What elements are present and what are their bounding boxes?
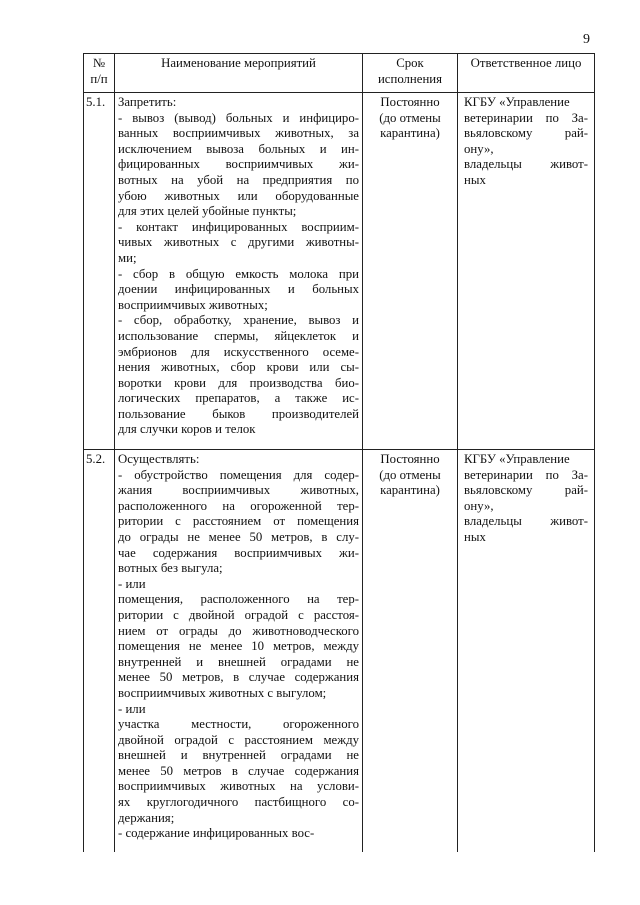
measure-line: для случки коров и телок: [118, 422, 256, 437]
measure-line: ванных восприимчивых животных, за: [118, 126, 359, 141]
measure-line: доении инфицированных и больных: [118, 282, 359, 297]
measure-line: ях круглогодичного пастбищного со-: [118, 795, 359, 810]
table-header-row: [84, 54, 595, 93]
measure-line: - вывоз (вывод) больных и инфициро-: [118, 110, 359, 125]
measure-line: пользование быков производителей: [118, 406, 359, 421]
responsible-cell: [458, 450, 595, 853]
measure-line: Запретить:: [118, 95, 177, 109]
term-cell: [363, 450, 458, 853]
responsible-line: ону»,: [464, 498, 494, 513]
measure-line: расположенного на огороженной тер-: [118, 498, 359, 513]
responsible-line: ных: [464, 172, 486, 187]
measure-line: восприимчивых животных с выгулом;: [118, 685, 327, 700]
header-num: [84, 54, 115, 93]
measure-line: - сбор в общую емкость молока при: [118, 266, 359, 281]
header-term-line: Срок: [396, 56, 424, 70]
measure-line: вотных без выгула;: [118, 561, 223, 576]
measure-line: - обустройство помещения для содер-: [118, 467, 359, 482]
measure-line: нения животных, сбор крови или сы-: [118, 360, 359, 375]
responsible-line: вьяловскому рай-: [464, 126, 588, 141]
measure-line: чивых животных с другими животны-: [118, 235, 359, 250]
responsible-line: КГБУ «Управление: [464, 95, 570, 109]
table-row: [84, 450, 595, 853]
responsible-line: вьяловскому рай-: [464, 483, 588, 498]
measure-line: для этих целей убойные пункты;: [118, 204, 297, 219]
measure-text: [115, 93, 363, 450]
measure-line: менее 50 метров в случае содержания: [118, 763, 359, 778]
measure-line: - или: [118, 701, 146, 716]
term-line: карантина): [380, 483, 440, 498]
measure-line: помещения не менее 10 метров, между: [118, 639, 359, 654]
term-line: Постоянно: [380, 95, 440, 109]
measure-line: чае содержания восприимчивых жи-: [118, 545, 359, 560]
measure-line: логических препаратов, а также ис-: [118, 391, 359, 406]
measure-line: ритории с расстоянием от помещения: [118, 514, 359, 529]
measure-line: держания;: [118, 810, 175, 825]
measure-line: внутренней и внешней оградами не: [118, 654, 359, 669]
page-number: 9: [583, 32, 590, 47]
header-term-line: исполнения: [377, 71, 443, 86]
measure-line: воротки крови для производства био-: [118, 375, 359, 390]
measure-line: менее 50 метров, в случае содержания: [118, 670, 359, 685]
responsible-line: ветеринарии по За-: [464, 110, 588, 125]
measure-line: - содержание инфицированных вос-: [118, 826, 315, 841]
measure-line: внешней и внутренней оградами не: [118, 748, 359, 763]
header-responsible: [458, 54, 595, 93]
responsible-cell: [458, 93, 595, 450]
measure-line: двойной оградой с расстоянием между: [118, 732, 359, 747]
measure-line: жания восприимчивых животных,: [118, 483, 359, 498]
measure-line: нием от ограды до животноводческого: [118, 623, 359, 638]
responsible-line: владельцы живот-: [464, 514, 588, 529]
responsible-line: ветеринарии по За-: [464, 467, 588, 482]
responsible-line: ону»,: [464, 141, 494, 156]
measure-line: Осуществлять:: [118, 452, 200, 466]
header-name-text: Наименование мероприятий: [161, 56, 316, 70]
responsible-line: владельцы живот-: [464, 157, 588, 172]
measures-table: [83, 53, 595, 852]
table-row: [84, 93, 595, 450]
measure-line: участка местности, огороженного: [118, 717, 359, 732]
term-line: (до отмены: [379, 110, 441, 125]
measure-line: - контакт инфицированных восприим-: [118, 219, 359, 234]
header-num-line: №: [92, 56, 106, 70]
header-num-line: п/п: [90, 71, 108, 86]
responsible-line: ных: [464, 529, 486, 544]
row-number: 5.2.: [84, 450, 115, 853]
measure-line: ритории с двойной оградой с расстоя-: [118, 607, 359, 622]
measure-text: [115, 450, 363, 853]
measure-line: фицированных восприимчивых жи-: [118, 157, 359, 172]
term-line: (до отмены: [379, 467, 441, 482]
responsible-line: КГБУ «Управление: [464, 452, 570, 466]
measure-line: эмбрионов для искусственного осеме-: [118, 344, 359, 359]
measure-line: до ограды не менее 50 метров, в слу-: [118, 529, 359, 544]
measure-line: использование спермы, яйцеклеток и: [118, 328, 359, 343]
term-line: карантина): [380, 126, 440, 141]
measure-line: ми;: [118, 250, 137, 265]
measure-line: исключением вывоза больных и ин-: [118, 141, 359, 156]
measure-line: вотных на убой на предприятия по: [118, 172, 359, 187]
header-term: [363, 54, 458, 93]
measure-line: - или: [118, 576, 146, 591]
header-responsible-text: Ответственное лицо: [470, 56, 582, 70]
measure-line: убою животных или оборудованные: [118, 188, 359, 203]
measure-line: помещения, расположенного на тер-: [118, 592, 359, 607]
term-cell: [363, 93, 458, 450]
measure-line: восприимчивых животных на услови-: [118, 779, 359, 794]
measure-line: - сбор, обработку, хранение, вывоз и: [118, 313, 359, 328]
term-line: Постоянно: [380, 452, 440, 466]
row-number: 5.1.: [84, 93, 115, 450]
header-name: [115, 54, 363, 93]
measure-line: восприимчивых животных;: [118, 297, 268, 312]
